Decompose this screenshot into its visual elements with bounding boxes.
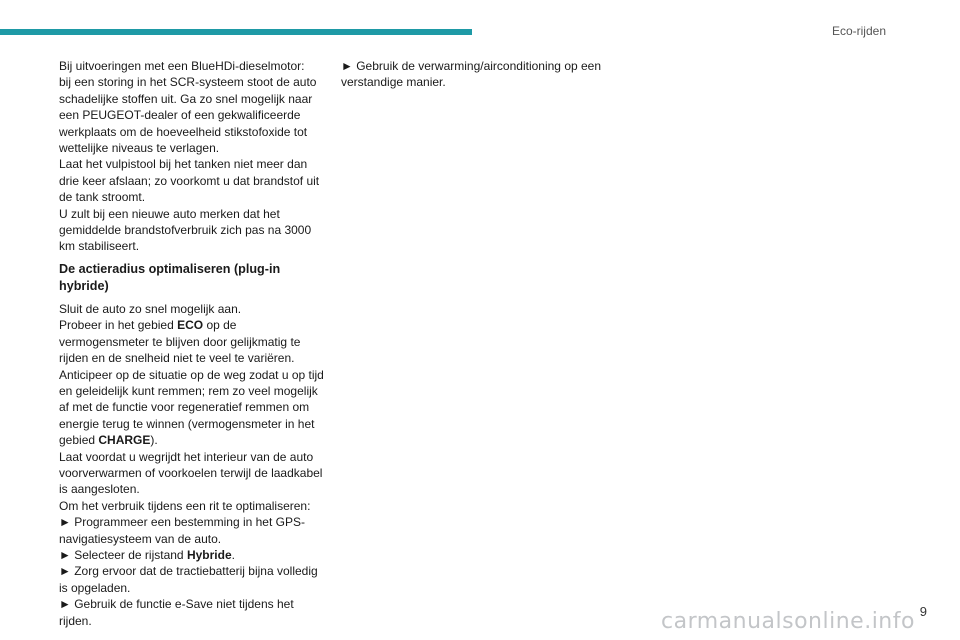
- bullet-item: ► Gebruik de verwarming/airconditioning op een verstandige manier.: [341, 59, 602, 90]
- paragraph: Bij uitvoeringen met een BlueHDi-dieselmotor:: [59, 59, 305, 73]
- subheading: De actieradius optimaliseren (plug-in hybride): [59, 261, 281, 293]
- header-accent-bar: [0, 29, 472, 35]
- bullet-item: ► Gebruik de functie e-Save niet tijdens het rijden.: [59, 597, 294, 628]
- right-column: [341, 58, 601, 91]
- paragraph: Sluit de auto zo snel mogelijk aan.: [59, 301, 242, 316]
- paragraph: Laat voordat u wegrijdt het interieur van de auto voorverwarmen of voorkoelen terwijl de laadkabel is aangesloten.: [59, 449, 323, 497]
- paragraph: [59, 317, 327, 366]
- text-run: ).: [150, 433, 158, 448]
- watermark: carmanualsonline.info: [661, 609, 915, 634]
- bullet-item: [59, 547, 327, 563]
- paragraph: Om het verbruik tijdens een rit te optimaliseren:: [59, 498, 311, 513]
- text-run: ► Selecteer de rijstand: [59, 547, 187, 562]
- bold-term: CHARGE: [98, 433, 151, 448]
- text-run: op de vermogensmeter te blijven door gelijkmatig te rijden en de snelheid niet te veel te variëren.: [59, 318, 301, 366]
- bullet-item: ► Zorg ervoor dat de tractiebatterij bijna volledig is opgeladen.: [59, 564, 318, 595]
- page-number: 9: [919, 604, 927, 619]
- paragraph: bij een storing in het SCR-systeem stoot de auto schadelijke stoffen uit. Ga zo snel mogelijk naar een PEUGEOT-dealer of een gekwalificeerde werkplaats om de hoeveelheid stikstofoxide tot wettelijke niveaus te verlagen.: [59, 75, 317, 156]
- text-run: .: [231, 547, 235, 562]
- section-title: Eco-rijden: [831, 24, 886, 38]
- paragraph: U zult bij een nieuwe auto merken dat het gemiddelde brandstofverbruik zich pas na 3000 km stabiliseert.: [59, 206, 312, 254]
- paragraph: [59, 367, 327, 449]
- text-run: Probeer in het gebied: [59, 318, 178, 333]
- left-column: [59, 58, 327, 629]
- bold-term: ECO: [177, 318, 204, 333]
- bullet-item: ► Programmeer een bestemming in het GPS-navigatiesysteem van de auto.: [59, 515, 305, 546]
- text-run: Anticipeer op de situatie op de weg zodat u op tijd en geleidelijk kunt remmen; rem zo veel mogelijk af met de functie voor regeneratief remmen om energie terug te winnen (vermogensmeter in het gebied: [59, 367, 324, 448]
- paragraph: Laat het vulpistool bij het tanken niet meer dan drie keer afslaan; zo voorkomt u dat brandstof uit de tank stroomt.: [59, 157, 320, 205]
- bold-term: Hybride: [186, 547, 232, 562]
